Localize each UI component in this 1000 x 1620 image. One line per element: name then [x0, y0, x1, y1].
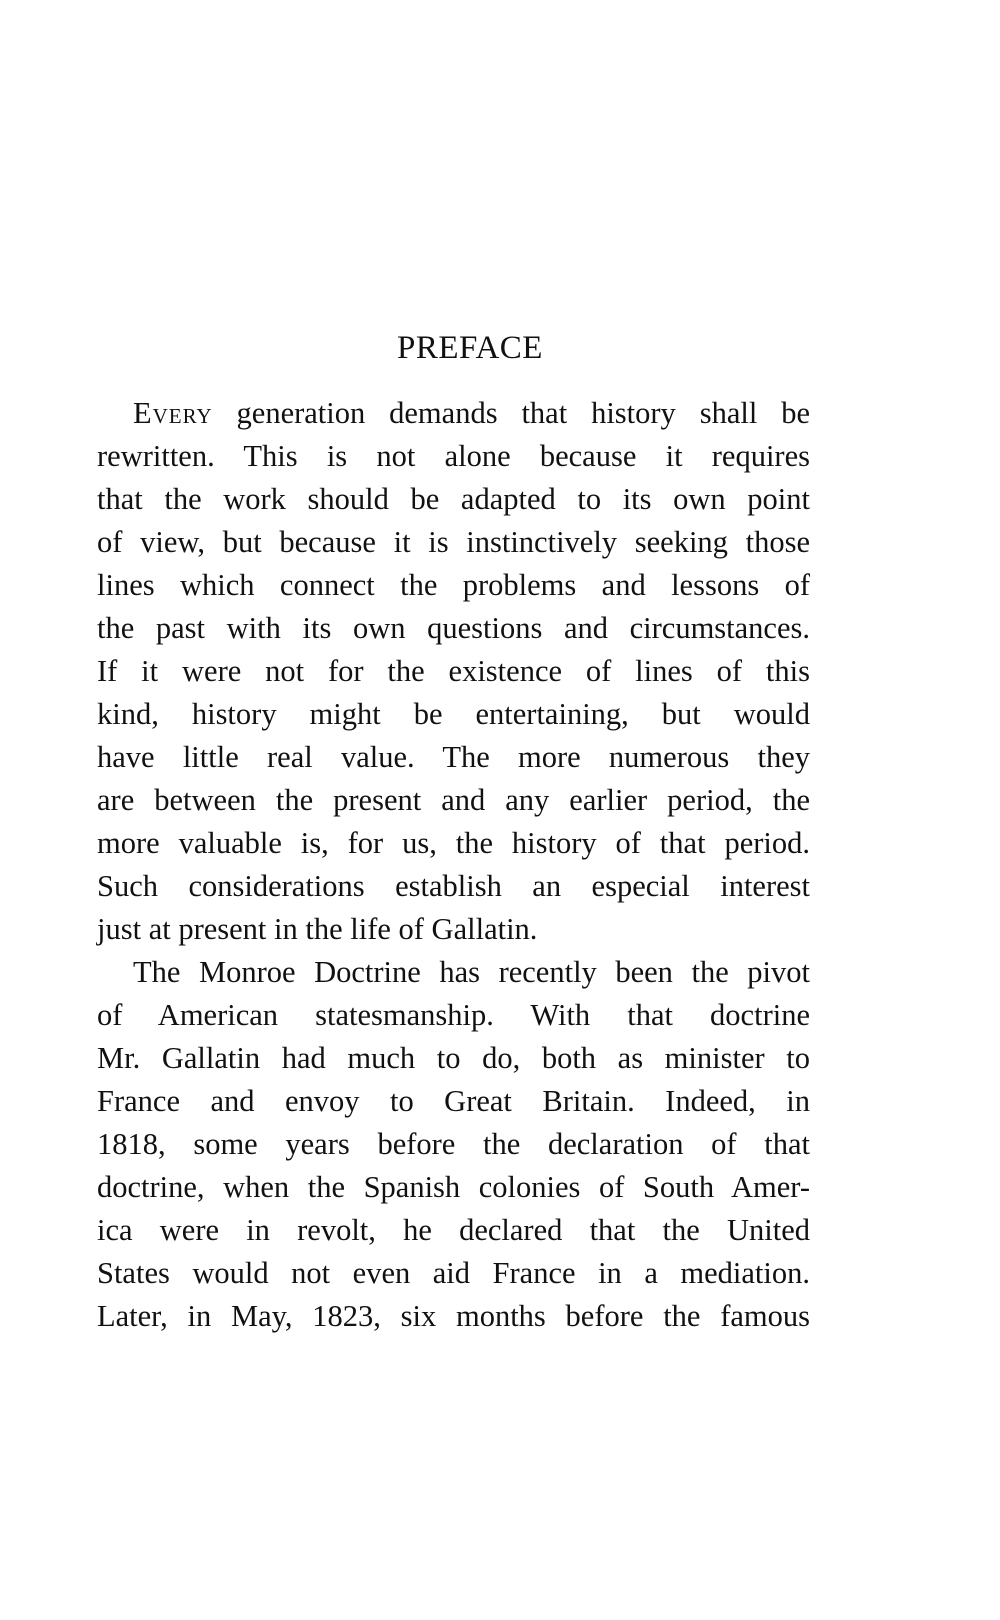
paragraph-2-line-5: 1818, some years before the declaration of that: [97, 1127, 810, 1161]
paragraph-1-line-12: Such considerations establish an especial interest: [97, 869, 810, 903]
paragraph-1-line-8: kind, history might be entertaining, but would: [97, 697, 810, 731]
paragraph-2-line-3: Mr. Gallatin had much to do, both as minister to: [97, 1041, 810, 1075]
paragraph-1-line-11: more valuable is, for us, the history of that period.: [97, 826, 810, 860]
paragraph-2-line-7: ica were in revolt, he declared that the United: [97, 1213, 810, 1247]
paragraph-1-line-1: Every generation demands that history shall be: [133, 396, 810, 430]
body-text: [97, 392, 810, 1338]
paragraph-1-line-10: are between the present and any earlier period, the: [97, 783, 810, 817]
chapter-heading: PREFACE: [397, 330, 543, 366]
paragraph-1-line-5: lines which connect the problems and lessons of: [97, 568, 810, 602]
paragraph-1-line-2: rewritten. This is not alone because it requires: [97, 439, 810, 473]
paragraph-1-line-9: have little real value. The more numerous they: [97, 740, 810, 774]
paragraph-2-line-8: States would not even aid France in a mediation.: [97, 1256, 810, 1290]
paragraph-1-line-6: the past with its own questions and circumstances.: [97, 611, 810, 645]
lead-word: Every: [133, 396, 213, 430]
paragraph-1-line-4: of view, but because it is instinctively seeking those: [97, 525, 810, 559]
paragraph-2-line-4: France and envoy to Great Britain. Indeed, in: [97, 1084, 810, 1118]
paragraph-1-line-3: that the work should be adapted to its own point: [97, 482, 810, 516]
paragraph-2-line-6: doctrine, when the Spanish colonies of South Amer-: [97, 1170, 810, 1204]
paragraph-2-line-1: The Monroe Doctrine has recently been the pivot: [133, 955, 810, 989]
paragraph-1-line-7: If it were not for the existence of lines of this: [97, 654, 810, 688]
paragraph-1-line-13: just at present in the life of Gallatin.: [97, 912, 538, 946]
paragraph-2-line-9: Later, in May, 1823, six months before the famous: [97, 1299, 810, 1333]
paragraph-2-line-2: of American statesmanship. With that doctrine: [97, 998, 810, 1032]
